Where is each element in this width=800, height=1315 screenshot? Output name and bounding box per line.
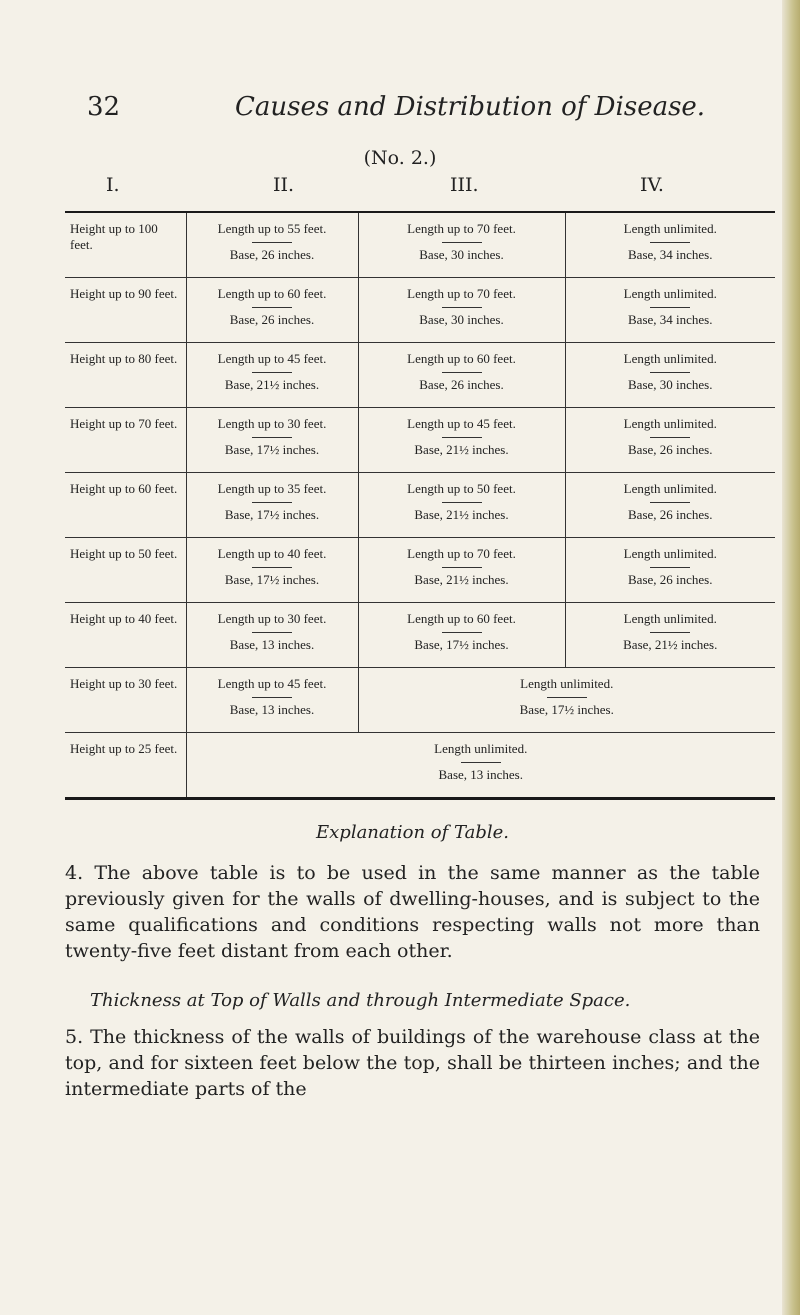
table-cell: Length up to 30 feet. Base, 13 inches. <box>186 603 358 668</box>
column-number: II. <box>273 174 295 196</box>
table-cell: Length unlimited. Base, 34 inches. <box>565 212 775 278</box>
height-cell: Height up to 100 feet. <box>65 212 186 278</box>
page-header <box>60 92 750 132</box>
table-cell: Length up to 60 feet. Base, 26 inches. <box>186 278 358 343</box>
wall-thickness-table <box>65 211 775 800</box>
height-cell: Height up to 30 feet. <box>65 668 186 733</box>
height-cell: Height up to 25 feet. <box>65 733 186 799</box>
table-cell: Length unlimited. Base, 13 inches. <box>434 741 528 782</box>
table-row <box>65 212 775 278</box>
page-edge <box>782 0 800 1315</box>
table-cell: Length up to 60 feet. Base, 26 inches. <box>358 343 565 408</box>
table-cell: Length up to 50 feet. Base, 21½ inches. <box>358 473 565 538</box>
paragraph-4: 4. The above table is to be used in the same manner as the table previously given for the walls of dwelling-houses, and is subject to the same qualifications and conditions respecting walls not more than twenty-five feet distant from each other. <box>65 862 760 962</box>
table-row <box>65 733 775 799</box>
table-cell: Length unlimited. Base, 17½ inches. <box>358 668 775 733</box>
table-row <box>65 408 775 473</box>
table-cell: Length unlimited. Base, 21½ inches. <box>565 603 775 668</box>
table-cell: Length up to 40 feet. Base, 17½ inches. <box>186 538 358 603</box>
thickness-heading: Thickness at Top of Walls and through Intermediate Space. <box>90 990 631 1011</box>
column-number: IV. <box>640 174 664 196</box>
table-row <box>65 278 775 343</box>
table-cell: Length up to 60 feet. Base, 17½ inches. <box>358 603 565 668</box>
table-cell: Length up to 55 feet. Base, 26 inches. <box>186 212 358 278</box>
table-cell: Length up to 30 feet. Base, 17½ inches. <box>186 408 358 473</box>
table-row <box>65 668 775 733</box>
table-label: (No. 2.) <box>363 147 437 169</box>
table-row <box>65 343 775 408</box>
explanation-heading: Explanation of Table. <box>316 822 509 843</box>
height-cell: Height up to 70 feet. <box>65 408 186 473</box>
page-number: 32 <box>87 92 121 122</box>
table-cell: Length up to 45 feet. Base, 13 inches. <box>186 668 358 733</box>
height-cell: Height up to 60 feet. <box>65 473 186 538</box>
table-cell: Length unlimited. Base, 26 inches. <box>565 538 775 603</box>
column-number: I. <box>106 174 120 196</box>
height-cell: Height up to 50 feet. <box>65 538 186 603</box>
table-cell: Length up to 70 feet. Base, 30 inches. <box>358 212 565 278</box>
table-cell: Length unlimited. Base, 34 inches. <box>565 278 775 343</box>
height-cell: Height up to 40 feet. <box>65 603 186 668</box>
paragraph-5: 5. The thickness of the walls of buildings of the warehouse class at the top, and for sixteen feet below the top, shall be thirteen inches; and the intermediate parts of the <box>65 1026 760 1100</box>
table-cell: Length up to 70 feet. Base, 21½ inches. <box>358 538 565 603</box>
table-cell: Length unlimited. Base, 30 inches. <box>565 343 775 408</box>
column-number: III. <box>450 174 479 196</box>
table-cell: Length up to 45 feet. Base, 21½ inches. <box>186 343 358 408</box>
table-cell: Length up to 35 feet. Base, 17½ inches. <box>186 473 358 538</box>
table-cell: Length up to 70 feet. Base, 30 inches. <box>358 278 565 343</box>
table-cell: Length up to 45 feet. Base, 21½ inches. <box>358 408 565 473</box>
table-row <box>65 473 775 538</box>
table-cell: Length unlimited. Base, 26 inches. <box>565 473 775 538</box>
table-row <box>65 538 775 603</box>
table-cell: Length unlimited. Base, 26 inches. <box>565 408 775 473</box>
height-cell: Height up to 90 feet. <box>65 278 186 343</box>
height-cell: Height up to 80 feet. <box>65 343 186 408</box>
running-title: Causes and Distribution of Disease. <box>235 92 706 122</box>
table-row <box>65 603 775 668</box>
